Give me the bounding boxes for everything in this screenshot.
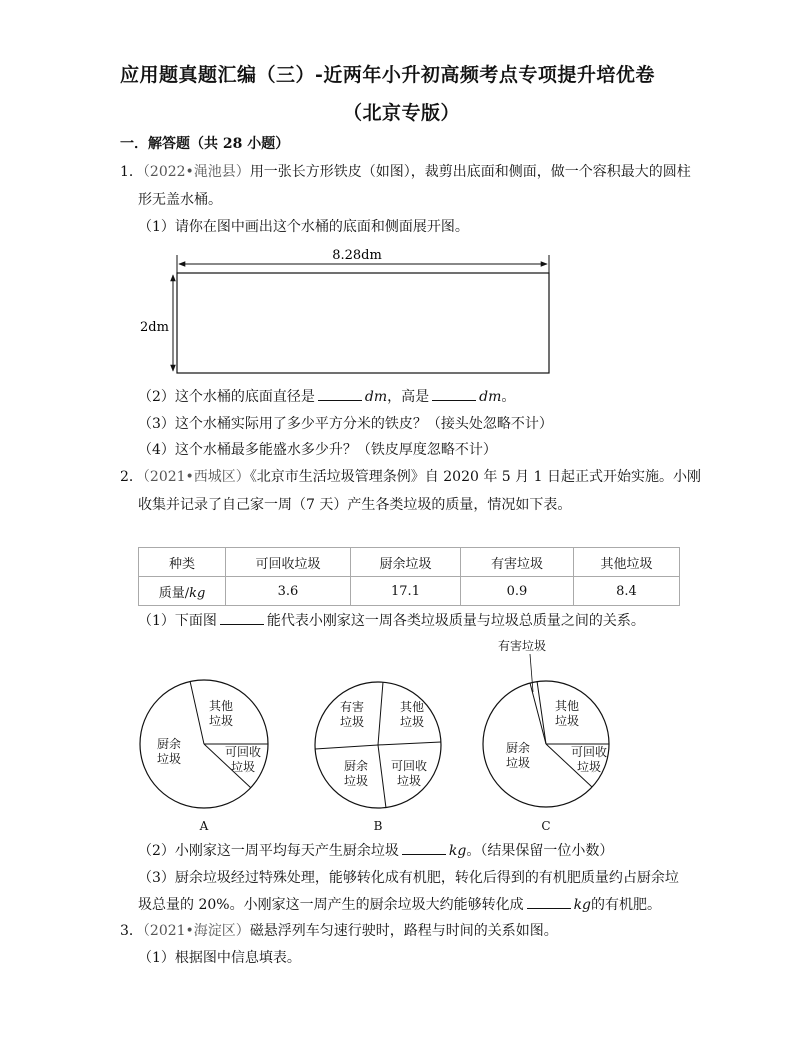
table-cell: 0.9 bbox=[461, 577, 574, 606]
table-cell: 17.1 bbox=[351, 577, 461, 606]
svg-text:厨余: 厨余 bbox=[505, 741, 531, 755]
question-1-part-1: （1）请你在图中画出这个水桶的底面和侧面展开图。 bbox=[138, 219, 469, 235]
svg-text:厨余: 厨余 bbox=[156, 737, 182, 751]
section-heading: 一．解答题（共 28 小题） bbox=[120, 136, 290, 152]
svg-text:垃圾: 垃圾 bbox=[505, 756, 531, 770]
question-source: （2021•海淀区） bbox=[142, 923, 250, 939]
table-header-cell: 种类 bbox=[139, 548, 226, 577]
answer-blank[interactable] bbox=[432, 388, 476, 401]
length-label: 8.28dm bbox=[332, 248, 382, 263]
question-3-part-1: （1）根据图中信息填表。 bbox=[138, 950, 301, 966]
svg-text:其他: 其他 bbox=[399, 700, 425, 714]
question-2-line-2: 收集并记录了自己家一周（7 天）产生各类垃圾的质量，情况如下表。 bbox=[138, 497, 572, 513]
question-text: 用一张长方形铁皮（如图），裁剪出底面和侧面，做一个容积最大的圆柱 bbox=[249, 164, 691, 180]
waste-mass-table bbox=[138, 547, 680, 606]
question-text: 磁悬浮列车匀速行驶时，路程与时间的关系如图。 bbox=[249, 923, 558, 939]
svg-text:有害: 有害 bbox=[339, 700, 365, 714]
question-2-part-3-line-2: 圾总量的 20%。小刚家这一周产生的厨余垃圾大约能够转化成 kg的有机肥。 bbox=[138, 897, 662, 913]
page-title: 应用题真题汇编（三）-近两年小升初高频考点专项提升培优卷 bbox=[120, 64, 655, 86]
table-cell: 3.6 bbox=[226, 577, 351, 606]
answer-blank[interactable] bbox=[220, 612, 264, 625]
question-2-part-1: （1）下面图 能代表小刚家这一周各类垃圾质量与垃圾总质量之间的关系。 bbox=[138, 613, 645, 629]
svg-text:其他: 其他 bbox=[208, 699, 234, 713]
question-number: 1． bbox=[120, 164, 143, 180]
svg-text:垃圾: 垃圾 bbox=[576, 760, 602, 774]
svg-text:可回收: 可回收 bbox=[224, 745, 262, 759]
table-header-row bbox=[139, 548, 680, 577]
table-header-cell: 厨余垃圾 bbox=[351, 548, 461, 577]
question-number: 3． bbox=[120, 923, 143, 939]
table-row bbox=[139, 577, 680, 606]
question-2-line-1 bbox=[120, 467, 701, 487]
question-1-line-1 bbox=[120, 162, 691, 182]
svg-text:垃圾: 垃圾 bbox=[554, 714, 580, 728]
question-1-part-4: （4）这个水桶最多能盛水多少升？（铁皮厚度忽略不计） bbox=[138, 442, 497, 458]
table-header-cell: 可回收垃圾 bbox=[226, 548, 351, 577]
page-subtitle: （北京专版） bbox=[343, 102, 461, 124]
question-2-part-2: （2）小刚家这一周平均每天产生厨余垃圾 kg。（结果保留一位小数） bbox=[138, 843, 614, 859]
question-3-line-1 bbox=[120, 921, 558, 941]
question-source: （2022•渑池县） bbox=[142, 164, 250, 180]
rectangle-figure bbox=[135, 245, 565, 380]
svg-text:垃圾: 垃圾 bbox=[396, 774, 422, 788]
svg-text:垃圾: 垃圾 bbox=[230, 760, 256, 774]
pie-c-letter: C bbox=[541, 819, 551, 833]
pie-charts bbox=[130, 632, 650, 837]
question-2-part-3-line-1: （3）厨余垃圾经过特殊处理，能够转化成有机肥，转化后得到的有机肥质量约占厨余垃 bbox=[138, 870, 679, 886]
pie-chart-a bbox=[140, 680, 268, 833]
answer-blank[interactable] bbox=[402, 842, 446, 855]
harmful-callout-label: 有害垃圾 bbox=[497, 639, 547, 653]
svg-text:可回收: 可回收 bbox=[570, 745, 608, 759]
svg-text:垃圾: 垃圾 bbox=[156, 752, 182, 766]
table-row-label: 质量/kg bbox=[139, 577, 226, 606]
table-header-cell: 有害垃圾 bbox=[461, 548, 574, 577]
answer-blank[interactable] bbox=[318, 388, 362, 401]
svg-text:垃圾: 垃圾 bbox=[208, 714, 234, 728]
pie-a-letter: A bbox=[199, 819, 209, 833]
pie-chart-c bbox=[483, 638, 609, 833]
table-cell: 8.4 bbox=[574, 577, 680, 606]
svg-text:垃圾: 垃圾 bbox=[339, 715, 365, 729]
question-source: （2021•西城区） bbox=[142, 469, 250, 485]
pie-chart-b bbox=[315, 682, 441, 833]
table-header-cell: 其他垃圾 bbox=[574, 548, 680, 577]
svg-text:可回收: 可回收 bbox=[390, 759, 428, 773]
pie-b-letter: B bbox=[373, 819, 383, 833]
svg-text:厨余: 厨余 bbox=[343, 759, 369, 773]
question-text: 《北京市生活垃圾管理条例》自 2020 年 5 月 1 日起正式开始实施。小刚 bbox=[249, 469, 701, 485]
question-1-part-2: （2）这个水桶的底面直径是 dm，高是 dm。 bbox=[138, 389, 516, 405]
question-1-part-3: （3）这个水桶实际用了多少平方分米的铁皮？（接头处忽略不计） bbox=[138, 416, 553, 432]
question-number: 2． bbox=[120, 469, 143, 485]
width-label: 2dm bbox=[140, 320, 169, 335]
iron-sheet-rectangle bbox=[177, 273, 549, 373]
svg-text:垃圾: 垃圾 bbox=[399, 715, 425, 729]
answer-blank[interactable] bbox=[527, 896, 571, 909]
svg-text:垃圾: 垃圾 bbox=[343, 774, 369, 788]
svg-text:其他: 其他 bbox=[554, 699, 580, 713]
question-1-line-2: 形无盖水桶。 bbox=[138, 192, 222, 208]
